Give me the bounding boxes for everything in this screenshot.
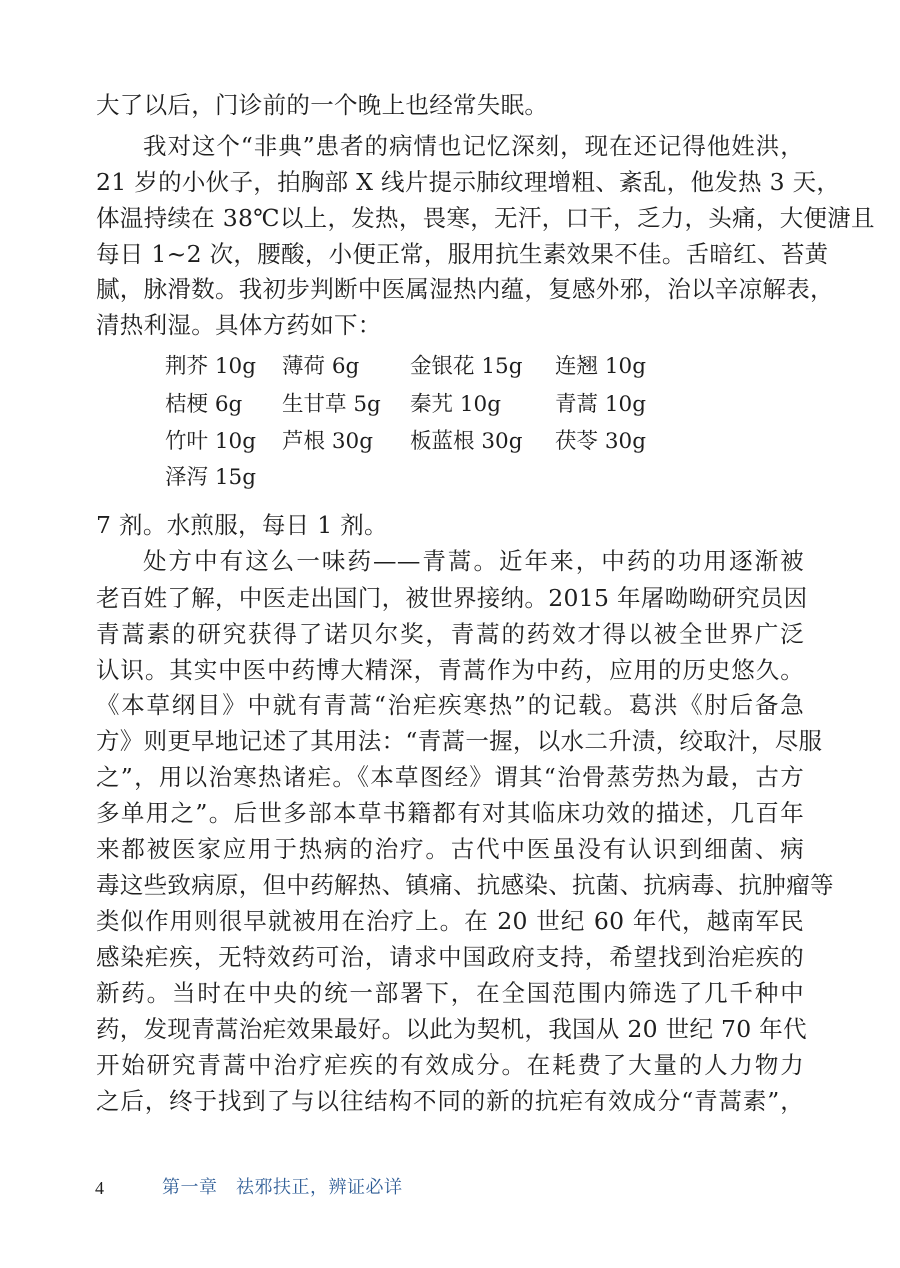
- paragraph-line: 我对这个“非典”患者的病情也记忆深刻，现在还记得他姓洪，: [143, 132, 804, 160]
- paragraph-line: 每日 1~2 次，腰酸，小便正常，服用抗生素效果不佳。舌暗红、苔黄: [96, 240, 829, 268]
- paragraph-line: 类似作用则很早就被用在治疗上。在 20 世纪 60 年代，越南军民: [96, 907, 804, 935]
- paragraph-line: 药，发现青蒿治疟效果最好。以此为契机，我国从 20 世纪 70 年代: [96, 1015, 807, 1043]
- paragraph-line: 来都被医家应用于热病的治疗。古代中医虽没有认识到细菌、病: [96, 835, 804, 863]
- running-footer-chapter-title: 第一章 祛邪扶正，辨证必详: [162, 1177, 403, 1198]
- paragraph-line: 方》则更早地记述了其用法：“青蒿一握，以水二升渍，绞取汁，尽服: [96, 727, 823, 755]
- herb-item: 秦艽 10g: [410, 392, 501, 417]
- paragraph-line: 开始研究青蒿中治疗疟疾的有效成分。在耗费了大量的人力物力: [96, 1051, 804, 1079]
- paragraph-line: 处方中有这么一味药——青蒿。近年来，中药的功用逐渐被: [143, 547, 804, 575]
- paragraph-line: 腻，脉滑数。我初步判断中医属湿热内蕴，复感外邪，治以辛凉解表，: [96, 275, 834, 303]
- paragraph-line: 毒这些致病原，但中药解热、镇痛、抗感染、抗菌、抗病毒、抗肿瘤等: [96, 871, 834, 899]
- herb-item: 竹叶 10g: [165, 429, 256, 454]
- paragraph-line: 体温持续在 38℃以上，发热，畏寒，无汗，口干，乏力，头痛，大便溏且: [96, 204, 875, 232]
- herb-item: 薄荷 6g: [282, 354, 360, 379]
- paragraph-line: 7 剂。水煎服，每日 1 剂。: [96, 511, 388, 539]
- paragraph-line: 之后，终于找到了与以往结构不同的新的抗疟有效成分“青蒿素”，: [96, 1087, 804, 1115]
- paragraph-line: 大了以后，门诊前的一个晚上也经常失眠。: [96, 91, 549, 119]
- paragraph-line: 之”，用以治寒热诸疟。《本草图经》谓其“治骨蒸劳热为最，古方: [96, 763, 804, 791]
- page-number: 4: [95, 1178, 104, 1198]
- herb-item: 生甘草 5g: [282, 392, 381, 417]
- paragraph-line: 青蒿素的研究获得了诺贝尔奖，青蒿的药效才得以被全世界广泛: [96, 620, 804, 648]
- paragraph-line: 多单用之”。后世多部本草书籍都有对其临床功效的描述，几百年: [96, 799, 804, 827]
- herb-item: 泽泻 15g: [165, 465, 256, 490]
- paragraph-line: 老百姓了解，中医走出国门，被世界接纳。2015 年屠呦呦研究员因: [96, 584, 808, 612]
- paragraph-line: 清热利湿。具体方药如下：: [96, 311, 382, 339]
- paragraph-line: 《本草纲目》中就有青蒿“治疟疾寒热”的记载。葛洪《肘后备急: [96, 691, 804, 719]
- herb-item: 桔梗 6g: [165, 392, 243, 417]
- herb-item: 板蓝根 30g: [410, 429, 523, 454]
- paragraph-line: 21 岁的小伙子，拍胸部 X 线片提示肺纹理增粗、紊乱，他发热 3 天，: [96, 168, 841, 196]
- herb-item: 青蒿 10g: [555, 392, 646, 417]
- paragraph-line: 认识。其实中医中药博大精深，青蒿作为中药，应用的历史悠久。: [96, 656, 804, 684]
- herb-item: 荆芥 10g: [165, 354, 256, 379]
- herb-item: 芦根 30g: [282, 429, 373, 454]
- herb-item: 茯苓 30g: [555, 429, 646, 454]
- paragraph-line: 新药。当时在中央的统一部署下，在全国范围内筛选了几千种中: [96, 979, 804, 1007]
- paragraph-line: 感染疟疾，无特效药可治，请求中国政府支持，希望找到治疟疾的: [96, 943, 804, 971]
- herb-item: 金银花 15g: [410, 354, 523, 379]
- herb-item: 连翘 10g: [555, 354, 646, 379]
